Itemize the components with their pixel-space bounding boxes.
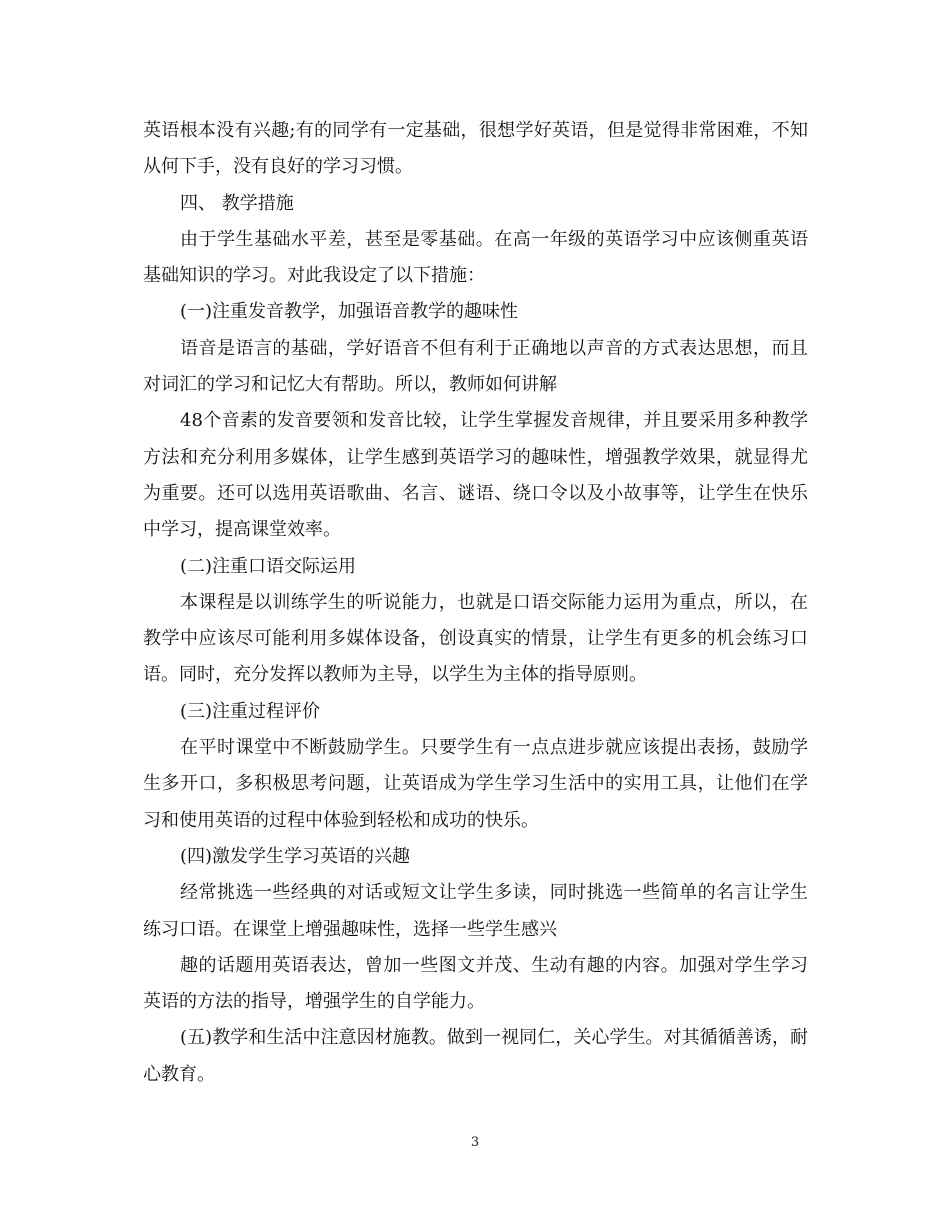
paragraph-process-evaluation: 在平时课堂中不断鼓励学生。只要学生有一点点进步就应该提出表扬，鼓励学生多开口，多积极思考问题，让英语成为学生学习生活中的实用工具，让他们在学习和使用英语的过程中体验到轻松和成功的快乐。 xyxy=(143,737,808,831)
paragraph-pronunciation-1: 语音是语言的基础，学好语音不但有利于正确地以声音的方式表达思想，而且对词汇的学习和记忆大有帮助。所以，教师如何讲解 xyxy=(143,337,808,396)
page-number: 3 xyxy=(470,1135,480,1150)
subheading-pronunciation: (一)注重发音教学，加强语音教学的趣味性 xyxy=(180,301,519,323)
subheading-process-evaluation: (三)注重过程评价 xyxy=(180,700,321,722)
paragraph-individualized-teaching: (五)教学和生活中注意因材施教。做到一视同仁，关心学生。对其循循善诱，耐心教育。 xyxy=(143,1027,808,1085)
paragraph-oral-communication: 本课程是以训练学生的听说能力，也就是口语交际能力运用为重点，所以，在教学中应该尽可能利用多媒体设备，创设真实的情景，让学生有更多的机会练习口语。同时，充分发挥以教师为主导，以学生为主体的指导原则。 xyxy=(143,591,808,686)
paragraph-pronunciation-2: 48个音素的发音要领和发音比较，让学生掌握发音规律，并且要采用多种教学方法和充分利用多媒体，让学生感到英语学习的趣味性，增强教学效果，就显得尤为重要。还可以选用英语歌曲、名言、谜语、绕口令以及小故事等，让学生在快乐中学习，提高课堂效率。 xyxy=(143,410,808,541)
section-heading-teaching-measures: 四、 教学措施 xyxy=(180,192,294,214)
subheading-oral-communication: (二)注重口语交际运用 xyxy=(180,555,357,577)
paragraph-intro-continuation: 英语根本没有兴趣;有的同学有一定基础，很想学好英语，但是觉得非常困难，不知从何下手，没有良好的学习习惯。 xyxy=(143,120,808,178)
paragraph-interest-1: 经常挑选一些经典的对话或短文让学生多读，同时挑选一些简单的名言让学生练习口语。在课堂上增强趣味性，选择一些学生感兴 xyxy=(143,882,808,940)
subheading-interest: (四)激发学生学习英语的兴趣 xyxy=(180,845,411,867)
paragraph-measures-intro: 由于学生基础水平差，甚至是零基础。在高一年级的英语学习中应该侧重英语基础知识的学习。对此我设定了以下措施： xyxy=(143,228,808,287)
paragraph-interest-2: 趣的话题用英语表达，曾加一些图文并茂、生动有趣的内容。加强对学生学习英语的方法的指导，增强学生的自学能力。 xyxy=(143,954,808,1013)
document-body xyxy=(143,113,808,1093)
